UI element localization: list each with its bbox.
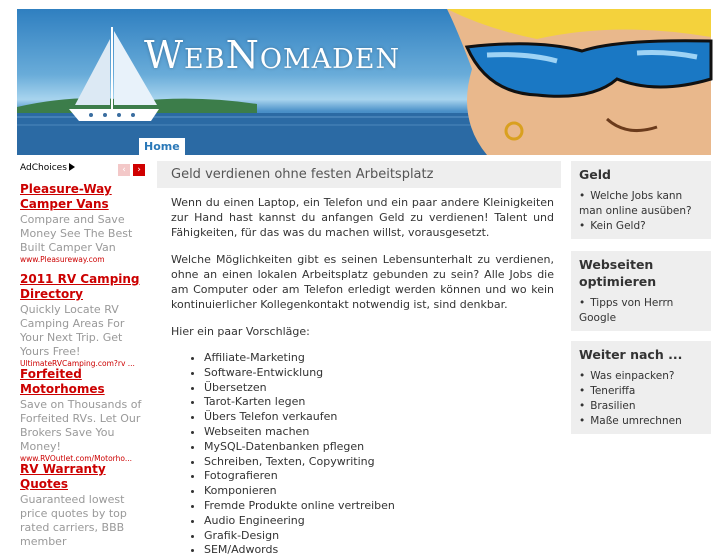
ad-column [17,161,150,548]
sidebar-box-weiter [571,341,711,434]
sidebar-link-label: Brasilien [590,400,636,412]
ad-url-link[interactable]: UltimateRVCamping.com?rv ... [20,359,135,368]
sidebar-link-label: Was einpacken? [590,370,675,382]
list-item: • SEM/Adwords [204,543,554,558]
list-item: • Tarot-Karten legen [204,395,554,410]
ad-text: Compare and Save Money See The Best Built Camper Van [20,213,133,254]
bullet-icon: • [579,385,586,397]
sidebar-link-label: Tipps von Herrn Google [579,297,674,324]
list-item: • MySQL-Datenbanken pflegen [204,440,554,455]
ad-unit [20,182,148,265]
article-paragraph: Welche Möglichkeiten gibt es seinen Lebensunterhalt zu verdienen, ohne an einen lokalen Arbeitsplatz gebunden zu sein? Alle Jobs die am Computer oder am Telefon erledigt werden können und wo kein kontinuierlicher Kollegenkontakt notwendig ist, sind denkbar. [171,253,554,311]
sidebar-link-list [571,183,711,238]
sidebar-box-title: Geld [579,167,611,182]
bullet-icon: • [579,400,586,412]
bullet-icon: • [579,415,586,427]
main-nav [17,138,711,155]
sidebar-box-title: Webseiten optimieren [579,257,657,289]
adchoices-text: AdChoices [20,163,67,173]
header-banner-image [17,9,711,155]
sidebar-link[interactable] [579,189,705,219]
bullet-icon: • [579,220,586,232]
ad-text: Guaranteed lowest price quotes by top rated carriers, BBB member [20,493,127,548]
list-item: • Affiliate-Marketing [204,351,554,366]
list-item: • Fremde Produkte online vertreiben [204,499,554,514]
sidebar-link[interactable] [579,219,705,234]
ad-url-link[interactable]: www.Pleasureway.com [20,255,105,264]
ad-title-link[interactable]: 2011 RV Camping Directory [20,272,140,301]
list-item: • Fotografieren [204,469,554,484]
list-item: • Übersetzen [204,381,554,396]
list-item: • Audio Engineering [204,514,554,529]
page-title: Geld verdienen ohne festen Arbeitsplatz [157,161,561,188]
sidebar-link[interactable] [579,369,705,384]
list-item: • Software-Entwicklung [204,366,554,381]
sidebar-link-label: Kein Geld? [590,220,646,232]
sidebar-link-label: Maße umrechnen [590,415,682,427]
main-content [157,161,561,557]
list-item: • Komponieren [204,484,554,499]
sidebar-link-label: Teneriffa [590,385,636,397]
bullet-icon: • [579,370,586,382]
sidebar-link-list [571,363,711,433]
ad-unit [20,272,148,369]
ad-unit [20,367,148,464]
bullet-icon: • [579,190,586,202]
sidebar-link[interactable] [579,399,705,414]
site-header [17,9,711,155]
site-title[interactable]: WebNomaden [144,33,401,77]
sidebar-box-geld [571,161,711,239]
sidebar-link[interactable] [579,384,705,399]
adchoices-label[interactable] [20,163,75,173]
sidebar-box-webseiten [571,251,711,331]
suggestions-list [171,351,554,558]
article-paragraph: Hier ein paar Vorschläge: [171,325,310,338]
sidebar-link-label: Welche Jobs kann man online ausüben? [579,190,692,217]
sidebar-box-title: Weiter nach ... [579,347,683,362]
article-body [171,195,554,558]
sidebar-link[interactable] [579,296,705,326]
sidebar-link-list [571,290,711,330]
ad-prev-button[interactable]: ‹ [118,164,130,176]
article-paragraph: Wenn du einen Laptop, ein Telefon und ein paar andere Kleinigkeiten zur Hand hast kannst du anfangen Geld zu verdienen! Talent und Fähigkeiten, für das was du machen willst, vorausgesetzt. [171,196,554,239]
ad-title-link[interactable]: Pleasure-Way Camper Vans [20,182,112,211]
ad-title-link[interactable]: Forfeited Motorhomes [20,367,105,396]
bullet-icon: • [579,297,586,309]
list-item: • Übers Telefon verkaufen [204,410,554,425]
ad-unit [20,462,148,549]
adchoices-icon [69,163,75,171]
sidebar-link[interactable] [579,414,705,429]
ad-next-button[interactable]: › [133,164,145,176]
right-sidebar [571,161,711,545]
ad-text: Quickly Locate RV Camping Areas For Your Next Trip. Get Yours Free! [20,303,125,358]
list-item: • Webseiten machen [204,425,554,440]
cartoon-face-illustration [447,9,711,155]
list-item: • Schreiben, Texten, Copywriting [204,455,554,470]
nav-item-home[interactable]: Home [139,138,185,155]
list-item: • Grafik-Design [204,529,554,544]
ad-url-link[interactable]: www.RVOutlet.com/Motorho... [20,454,132,463]
ad-title-link[interactable]: RV Warranty Quotes [20,462,106,491]
ad-text: Save on Thousands of Forfeited RVs. Let Our Brokers Save You Money! [20,398,142,453]
